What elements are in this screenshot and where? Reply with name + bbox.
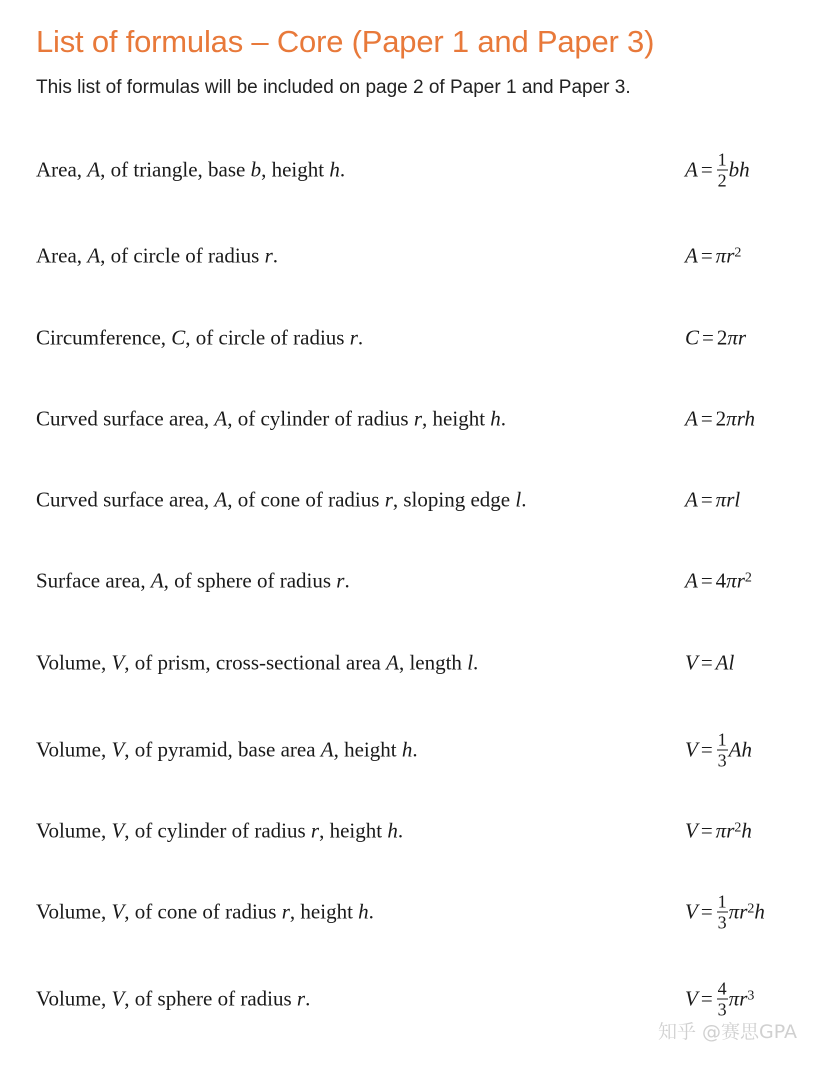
fraction — [717, 731, 728, 770]
text-span: , of cone of radius — [124, 899, 282, 924]
text-span: Circumference, — [36, 325, 172, 350]
math-variable: r — [413, 406, 423, 431]
text-span: Curved surface area, — [36, 406, 215, 431]
equals-sign: = — [700, 650, 713, 675]
math-variable: A — [685, 406, 698, 431]
equals-sign: = — [700, 568, 713, 593]
text-span: . — [412, 737, 418, 762]
text-span: , sloping edge — [392, 487, 516, 512]
math-variable: πr — [728, 986, 748, 1011]
text-span: 4 — [715, 568, 727, 593]
text-span: , of circle of radius — [185, 325, 350, 350]
math-variable: V — [111, 818, 125, 843]
math-variable: C — [171, 325, 186, 350]
math-variable: r — [336, 568, 345, 593]
math-variable: V — [111, 986, 125, 1011]
text-span: Curved surface area, — [36, 487, 215, 512]
text-span: Volume, — [36, 818, 112, 843]
text-span: , of circle of radius — [100, 243, 265, 268]
formula-description — [36, 738, 418, 763]
text-span: , height — [422, 406, 491, 431]
text-span: 2 — [716, 325, 728, 350]
math-variable: V — [685, 818, 698, 843]
formula-description — [36, 900, 374, 925]
math-variable: V — [685, 737, 698, 762]
formula-expression: A = πr $^2$ — [685, 243, 742, 268]
math-variable: r — [264, 243, 273, 268]
formula-description — [36, 158, 345, 183]
math-variable: A — [386, 650, 399, 675]
formula-description — [36, 819, 403, 844]
text-span: . — [521, 487, 527, 512]
text-span: , length — [398, 650, 468, 675]
formula-row — [0, 882, 819, 942]
math-variable: A — [87, 243, 101, 268]
formula-row — [0, 140, 819, 200]
page-title: List of formulas – Core (Paper 1 and Paper 3) — [36, 24, 655, 59]
formula-expression — [685, 326, 746, 351]
text-span: . — [305, 986, 311, 1011]
formula-description — [36, 569, 350, 594]
formula-description — [36, 407, 506, 432]
math-variable: h — [754, 899, 765, 924]
text-span: . — [368, 899, 374, 924]
fraction-denominator: 3 — [717, 912, 727, 933]
math-variable: h — [329, 157, 340, 182]
formula-row — [0, 226, 819, 286]
formula-expression — [685, 407, 755, 432]
equals-sign: = — [700, 737, 713, 762]
fraction-numerator: 1 — [717, 891, 727, 912]
math-variable: πrl — [715, 487, 741, 512]
math-variable: A — [150, 568, 164, 593]
math-variable: Ah — [728, 737, 752, 762]
formula-description — [36, 651, 478, 676]
text-span: , of sphere of radius — [124, 986, 297, 1011]
math-variable: πr — [726, 568, 745, 593]
equals-sign: = — [700, 899, 713, 924]
formula-row — [0, 551, 819, 611]
fraction-numerator: 1 — [717, 149, 727, 170]
math-variable: πr — [728, 899, 748, 924]
math-variable: A — [685, 243, 698, 268]
math-variable: h — [387, 818, 398, 843]
formula-expression: V = $\frac{4}{3}$ πr $^3$ — [685, 978, 755, 1020]
text-span: Area, — [36, 157, 88, 182]
math-variable: bh — [728, 157, 750, 182]
formula-expression: A = 4 πr $^2$ — [685, 568, 752, 593]
math-variable: r — [384, 487, 393, 512]
math-variable: V — [111, 899, 125, 924]
math-variable: r — [349, 325, 358, 350]
math-variable: V — [111, 650, 125, 675]
math-variable: r — [310, 818, 320, 843]
equals-sign: = — [702, 325, 714, 350]
fraction — [717, 893, 728, 932]
text-span: , height — [261, 157, 330, 182]
fraction — [717, 980, 728, 1019]
math-variable: πr — [715, 243, 735, 268]
equals-sign: = — [700, 406, 713, 431]
math-variable: πrh — [726, 406, 755, 431]
text-span: , of prism, cross-sectional area — [124, 650, 387, 675]
equals-sign: = — [700, 487, 713, 512]
fraction-numerator: 1 — [717, 729, 727, 750]
math-variable: h — [741, 818, 752, 843]
text-span: . — [397, 818, 404, 843]
text-span: , of sphere of radius — [163, 568, 337, 593]
fraction-denominator: 3 — [717, 750, 727, 771]
text-span: , of pyramid, base area — [124, 737, 321, 762]
equals-sign: = — [700, 243, 713, 268]
formula-description — [36, 244, 278, 269]
math-variable: A — [685, 157, 698, 182]
fraction — [717, 151, 728, 190]
text-span: , of cone of radius — [227, 487, 385, 512]
math-variable: A — [685, 487, 698, 512]
formula-row — [0, 720, 819, 780]
text-span: . — [272, 243, 279, 268]
text-span: , of cylinder of radius — [227, 406, 414, 431]
text-span: Surface area, — [36, 568, 151, 593]
math-variable: A — [320, 737, 334, 762]
text-span: . — [344, 568, 350, 593]
text-span: , of triangle, base — [100, 157, 251, 182]
text-span: Volume, — [36, 737, 112, 762]
text-span: Volume, — [36, 986, 112, 1011]
page-subtitle: This list of formulas will be included on page 2 of Paper 1 and Paper 3. — [36, 77, 631, 98]
formula-expression: V = πr $^2$ h — [685, 818, 752, 843]
text-span: Volume, — [36, 650, 112, 675]
math-variable: A — [685, 568, 698, 593]
formula-row — [0, 389, 819, 449]
equals-sign: = — [700, 818, 713, 843]
formula-description — [36, 488, 526, 513]
text-span: Area, — [36, 243, 88, 268]
math-variable: V — [685, 899, 698, 924]
text-span: 2 — [715, 406, 727, 431]
formula-expression — [685, 731, 752, 770]
math-variable: Al — [715, 650, 735, 675]
math-variable: C — [685, 325, 700, 350]
formula-row — [0, 470, 819, 530]
equals-sign: = — [700, 986, 713, 1011]
formula-description — [36, 987, 310, 1012]
math-variable: r — [296, 986, 306, 1011]
text-span: Volume, — [36, 899, 112, 924]
math-variable: πr — [727, 325, 747, 350]
text-span: . — [473, 650, 479, 675]
text-span: , of cylinder of radius — [124, 818, 311, 843]
fraction-denominator: 3 — [717, 999, 727, 1020]
formula-row — [0, 633, 819, 693]
math-variable: h — [401, 737, 413, 762]
formula-row — [0, 308, 819, 368]
formula-expression — [685, 151, 750, 190]
watermark: 知乎 @赛思GPA — [657, 1021, 797, 1043]
text-span: , height — [319, 818, 388, 843]
math-variable: h — [358, 899, 369, 924]
math-variable: h — [490, 406, 501, 431]
math-variable: V — [685, 986, 698, 1011]
math-variable: l — [467, 650, 474, 675]
math-variable: πr — [715, 818, 735, 843]
text-span: . — [339, 157, 346, 182]
math-variable: A — [214, 487, 228, 512]
formula-expression — [685, 488, 740, 513]
math-variable: V — [111, 737, 125, 762]
math-variable: r — [281, 899, 290, 924]
formula-row — [0, 801, 819, 861]
math-variable: A — [87, 157, 101, 182]
fraction-denominator: 2 — [717, 170, 727, 191]
math-variable: b — [250, 157, 262, 182]
math-variable: l — [515, 487, 522, 512]
text-span: , height — [289, 899, 359, 924]
fraction-numerator: 4 — [717, 978, 727, 999]
formula-expression — [685, 651, 734, 676]
math-variable: A — [214, 406, 228, 431]
text-span: . — [357, 325, 364, 350]
text-span: . — [500, 406, 507, 431]
math-variable: V — [685, 650, 698, 675]
formula-description — [36, 326, 363, 351]
formula-expression: V = $\frac{1}{3}$ πr $^2$ h — [685, 891, 765, 933]
equals-sign: = — [700, 157, 713, 182]
text-span: , height — [333, 737, 402, 762]
